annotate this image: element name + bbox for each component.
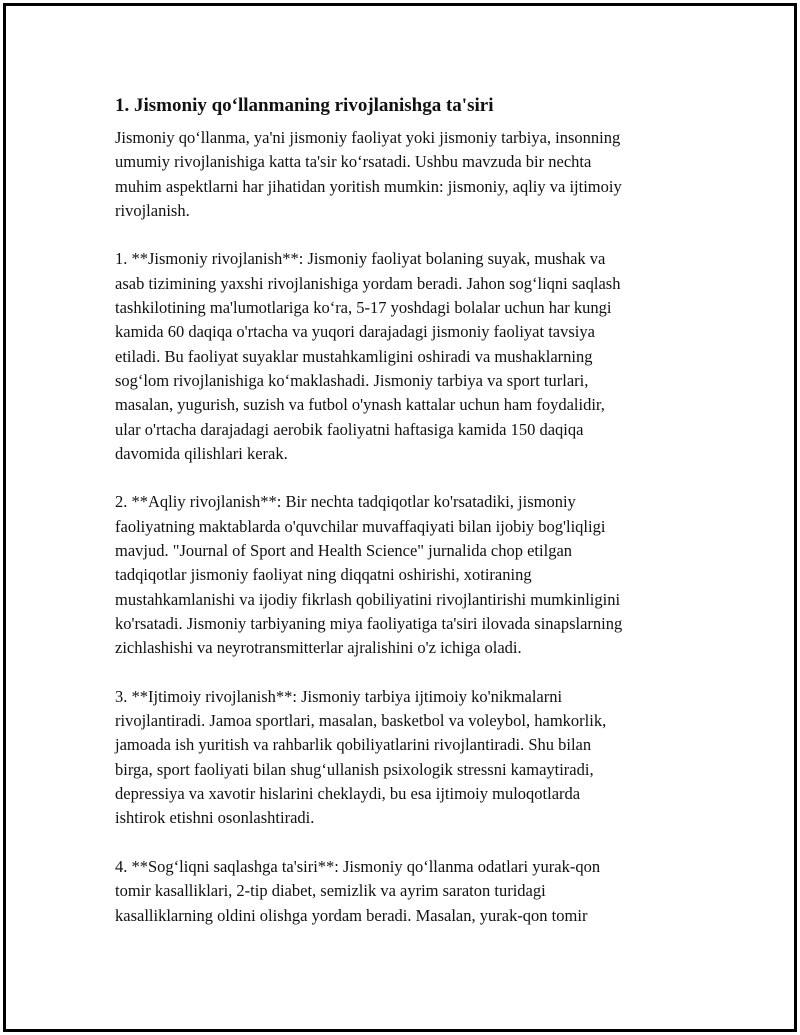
text-line: tomir kasalliklari, 2-tip diabet, semizlik va ayrim saraton turidagi: [115, 881, 546, 901]
text-line: ishtirok etishni osonlashtiradi.: [115, 808, 315, 828]
document-title: 1. Jismoniy qo‘llanmaning rivojlanishga ta'siri: [115, 95, 494, 116]
text-line: rivojlantiradi. Jamoa sportlari, masalan, basketbol va voleybol, hamkorlik,: [115, 711, 607, 731]
text-line: etiladi. Bu faoliyat suyaklar mustahkamligini oshiradi va mushaklarning: [115, 346, 593, 366]
text-line: davomida qilishlari kerak.: [115, 443, 288, 463]
text-line: jamoada ish yuritish va rahbarlik qobiliyatlarini rivojlantiradi. Shu bilan: [115, 735, 592, 755]
text-line: umumiy rivojlanishiga katta ta'sir ko‘rsatadi. Ushbu mavzuda bir nechta: [115, 152, 592, 172]
text-line: kasalliklarning oldini olishga yordam beradi. Masalan, yurak-qon tomir: [115, 905, 588, 925]
document-body: [115, 90, 695, 952]
text-line: muhim aspektlarni har jihatidan yoritish mumkin: jismoniy, aqliy va ijtimoiy: [115, 176, 622, 196]
text-line: masalan, yugurish, suzish va futbol o'ynash kattalar uchun ham foydalidir,: [115, 395, 605, 415]
text-line: Jismoniy qo‘llanma, ya'ni jismoniy faoliyat yoki jismoniy tarbiya, insonning: [115, 128, 621, 147]
paragraph: [115, 247, 695, 466]
paragraph: [115, 855, 695, 928]
text-line: kamida 60 daqiqa o'rtacha va yuqori darajadagi jismoniy faoliyat tavsiya: [115, 322, 595, 342]
text-line: asab tizimining yaxshi rivojlanishiga yordam beradi. Jahon sog‘liqni saqlash: [115, 273, 621, 293]
paragraph-list: [115, 126, 695, 928]
paragraph: [115, 490, 695, 660]
text-line: 1. **Jismoniy rivojlanish**: Jismoniy faoliyat bolaning suyak, mushak va: [115, 249, 606, 269]
text-line: faoliyatning maktablarda o'quvchilar muvaffaqiyati bilan ijobiy bog'liqligi: [115, 516, 606, 536]
text-line: 3. **Ijtimoiy rivojlanish**: Jismoniy tarbiya ijtimoiy ko'nikmalarni: [115, 686, 563, 706]
text-line: birga, sport faoliyati bilan shug‘ullanish psixologik stressni kamaytiradi,: [115, 759, 594, 779]
text-line: rivojlanish.: [115, 200, 190, 220]
text-line: tashkilotining ma'lumotlariga ko‘ra, 5-17 yoshdagi bolalar uchun har kungi: [115, 298, 612, 318]
paragraph: [115, 126, 695, 223]
text-line: mustahkamlanishi va ijodiy fikrlash qobiliyatini rivojlantirishi mumkinligini: [115, 589, 621, 609]
text-line: 4. **Sog‘liqni saqlashga ta'siri**: Jismoniy qo‘llanma odatlari yurak-qon: [115, 856, 601, 876]
text-line: 2. **Aqliy rivojlanish**: Bir nechta tadqiqotlar ko'rsatadiki, jismoniy: [115, 492, 576, 512]
text-line: tadqiqotlar jismoniy faoliyat ning diqqatni oshirishi, xotiraning: [115, 565, 532, 585]
text-line: depressiya va xavotir hislarini cheklaydi, bu esa ijtimoiy muloqotlarda: [115, 784, 581, 804]
text-line: sog‘lom rivojlanishiga ko‘maklashadi. Jismoniy tarbiya va sport turlari,: [115, 370, 589, 390]
paragraph: [115, 685, 695, 831]
text-line: mavjud. "Journal of Sport and Health Science" jurnalida chop etilgan: [115, 541, 573, 561]
text-line: zichlashishi va neyrotransmitterlar ajralishini o'z ichiga oladi.: [115, 638, 522, 658]
text-line: ular o'rtacha darajadagi aerobik faoliyatni haftasiga kamida 150 daqiqa: [115, 419, 584, 439]
text-line: ko'rsatadi. Jismoniy tarbiyaning miya faoliyatiga ta'siri ilovada sinapslarning: [115, 613, 623, 633]
